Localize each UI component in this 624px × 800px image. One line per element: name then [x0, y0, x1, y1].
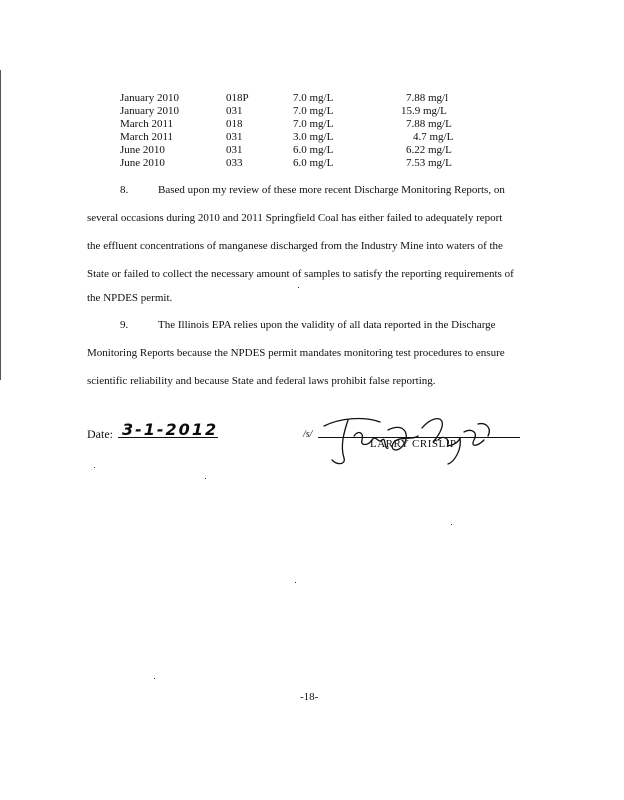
table-cell-limit: 7.0 mg/L — [293, 92, 334, 104]
table-cell-date: March 2011 — [120, 131, 174, 143]
paragraph-line: Monitoring Reports because the NPDES permit mandates monitoring test procedures to ensure — [87, 347, 505, 359]
signature-prefix: /s/ — [303, 429, 313, 440]
paragraph-line: the effluent concentrations of manganese discharged from the Industry Mine into waters of the — [87, 240, 503, 252]
scan-speck — [94, 467, 95, 468]
table-cell-outfall: 018 — [226, 118, 243, 130]
table-cell-reported: 15.9 mg/L — [401, 105, 447, 117]
table-cell-limit: 7.0 mg/L — [293, 105, 334, 117]
table-cell-date: June 2010 — [120, 157, 165, 169]
paragraph-line: The Illinois EPA relies upon the validity of all data reported in the Discharge — [158, 319, 496, 331]
scan-speck — [295, 582, 296, 583]
page-number: -18- — [300, 691, 319, 703]
paragraph-number: 8. — [120, 184, 129, 196]
table-cell-reported: 7.88 mg/L — [406, 118, 452, 130]
table-cell-date: March 2011 — [120, 118, 174, 130]
table-cell-reported: 7.88 mg/l — [406, 92, 449, 104]
scan-edge-mark — [0, 70, 1, 380]
table-cell-limit: 7.0 mg/L — [293, 118, 334, 130]
table-cell-outfall: 033 — [226, 157, 243, 169]
paragraph-number: 9. — [120, 319, 129, 331]
signature-line — [318, 437, 520, 438]
handwritten-date: 3-1-2012 — [122, 420, 219, 439]
paragraph-line: Based upon my review of these more recent Discharge Monitoring Reports, on — [158, 184, 505, 196]
scan-speck — [451, 524, 452, 525]
table-cell-date: January 2010 — [120, 92, 179, 104]
table-cell-outfall: 018P — [226, 92, 249, 104]
paragraph-line: scientific reliability and because State and federal laws prohibit false reporting. — [87, 375, 436, 387]
table-cell-outfall: 031 — [226, 105, 243, 117]
table-cell-reported: 6.22 mg/L — [406, 144, 452, 156]
table-cell-limit: 6.0 mg/L — [293, 157, 334, 169]
paragraph-line: State or failed to collect the necessary amount of samples to satisfy the reporting requirements of — [87, 268, 514, 280]
table-cell-date: January 2010 — [120, 105, 179, 117]
scan-speck — [154, 678, 155, 679]
table-cell-outfall: 031 — [226, 131, 243, 143]
date-underline — [118, 437, 218, 438]
scan-speck — [298, 287, 299, 288]
signer-name: LARRY CRISLIP — [370, 438, 457, 450]
scan-speck — [205, 478, 206, 479]
table-cell-reported: 7.53 mg/L — [406, 157, 452, 169]
paragraph-line: several occasions during 2010 and 2011 Springfield Coal has either failed to adequately report — [87, 212, 503, 224]
table-cell-outfall: 031 — [226, 144, 243, 156]
date-label: Date: — [87, 427, 113, 441]
table-cell-limit: 3.0 mg/L — [293, 131, 334, 143]
table-cell-reported: 4.7 mg/L — [413, 131, 454, 143]
table-cell-date: June 2010 — [120, 144, 165, 156]
paragraph-line: the NPDES permit. — [87, 292, 173, 304]
table-cell-limit: 6.0 mg/L — [293, 144, 334, 156]
